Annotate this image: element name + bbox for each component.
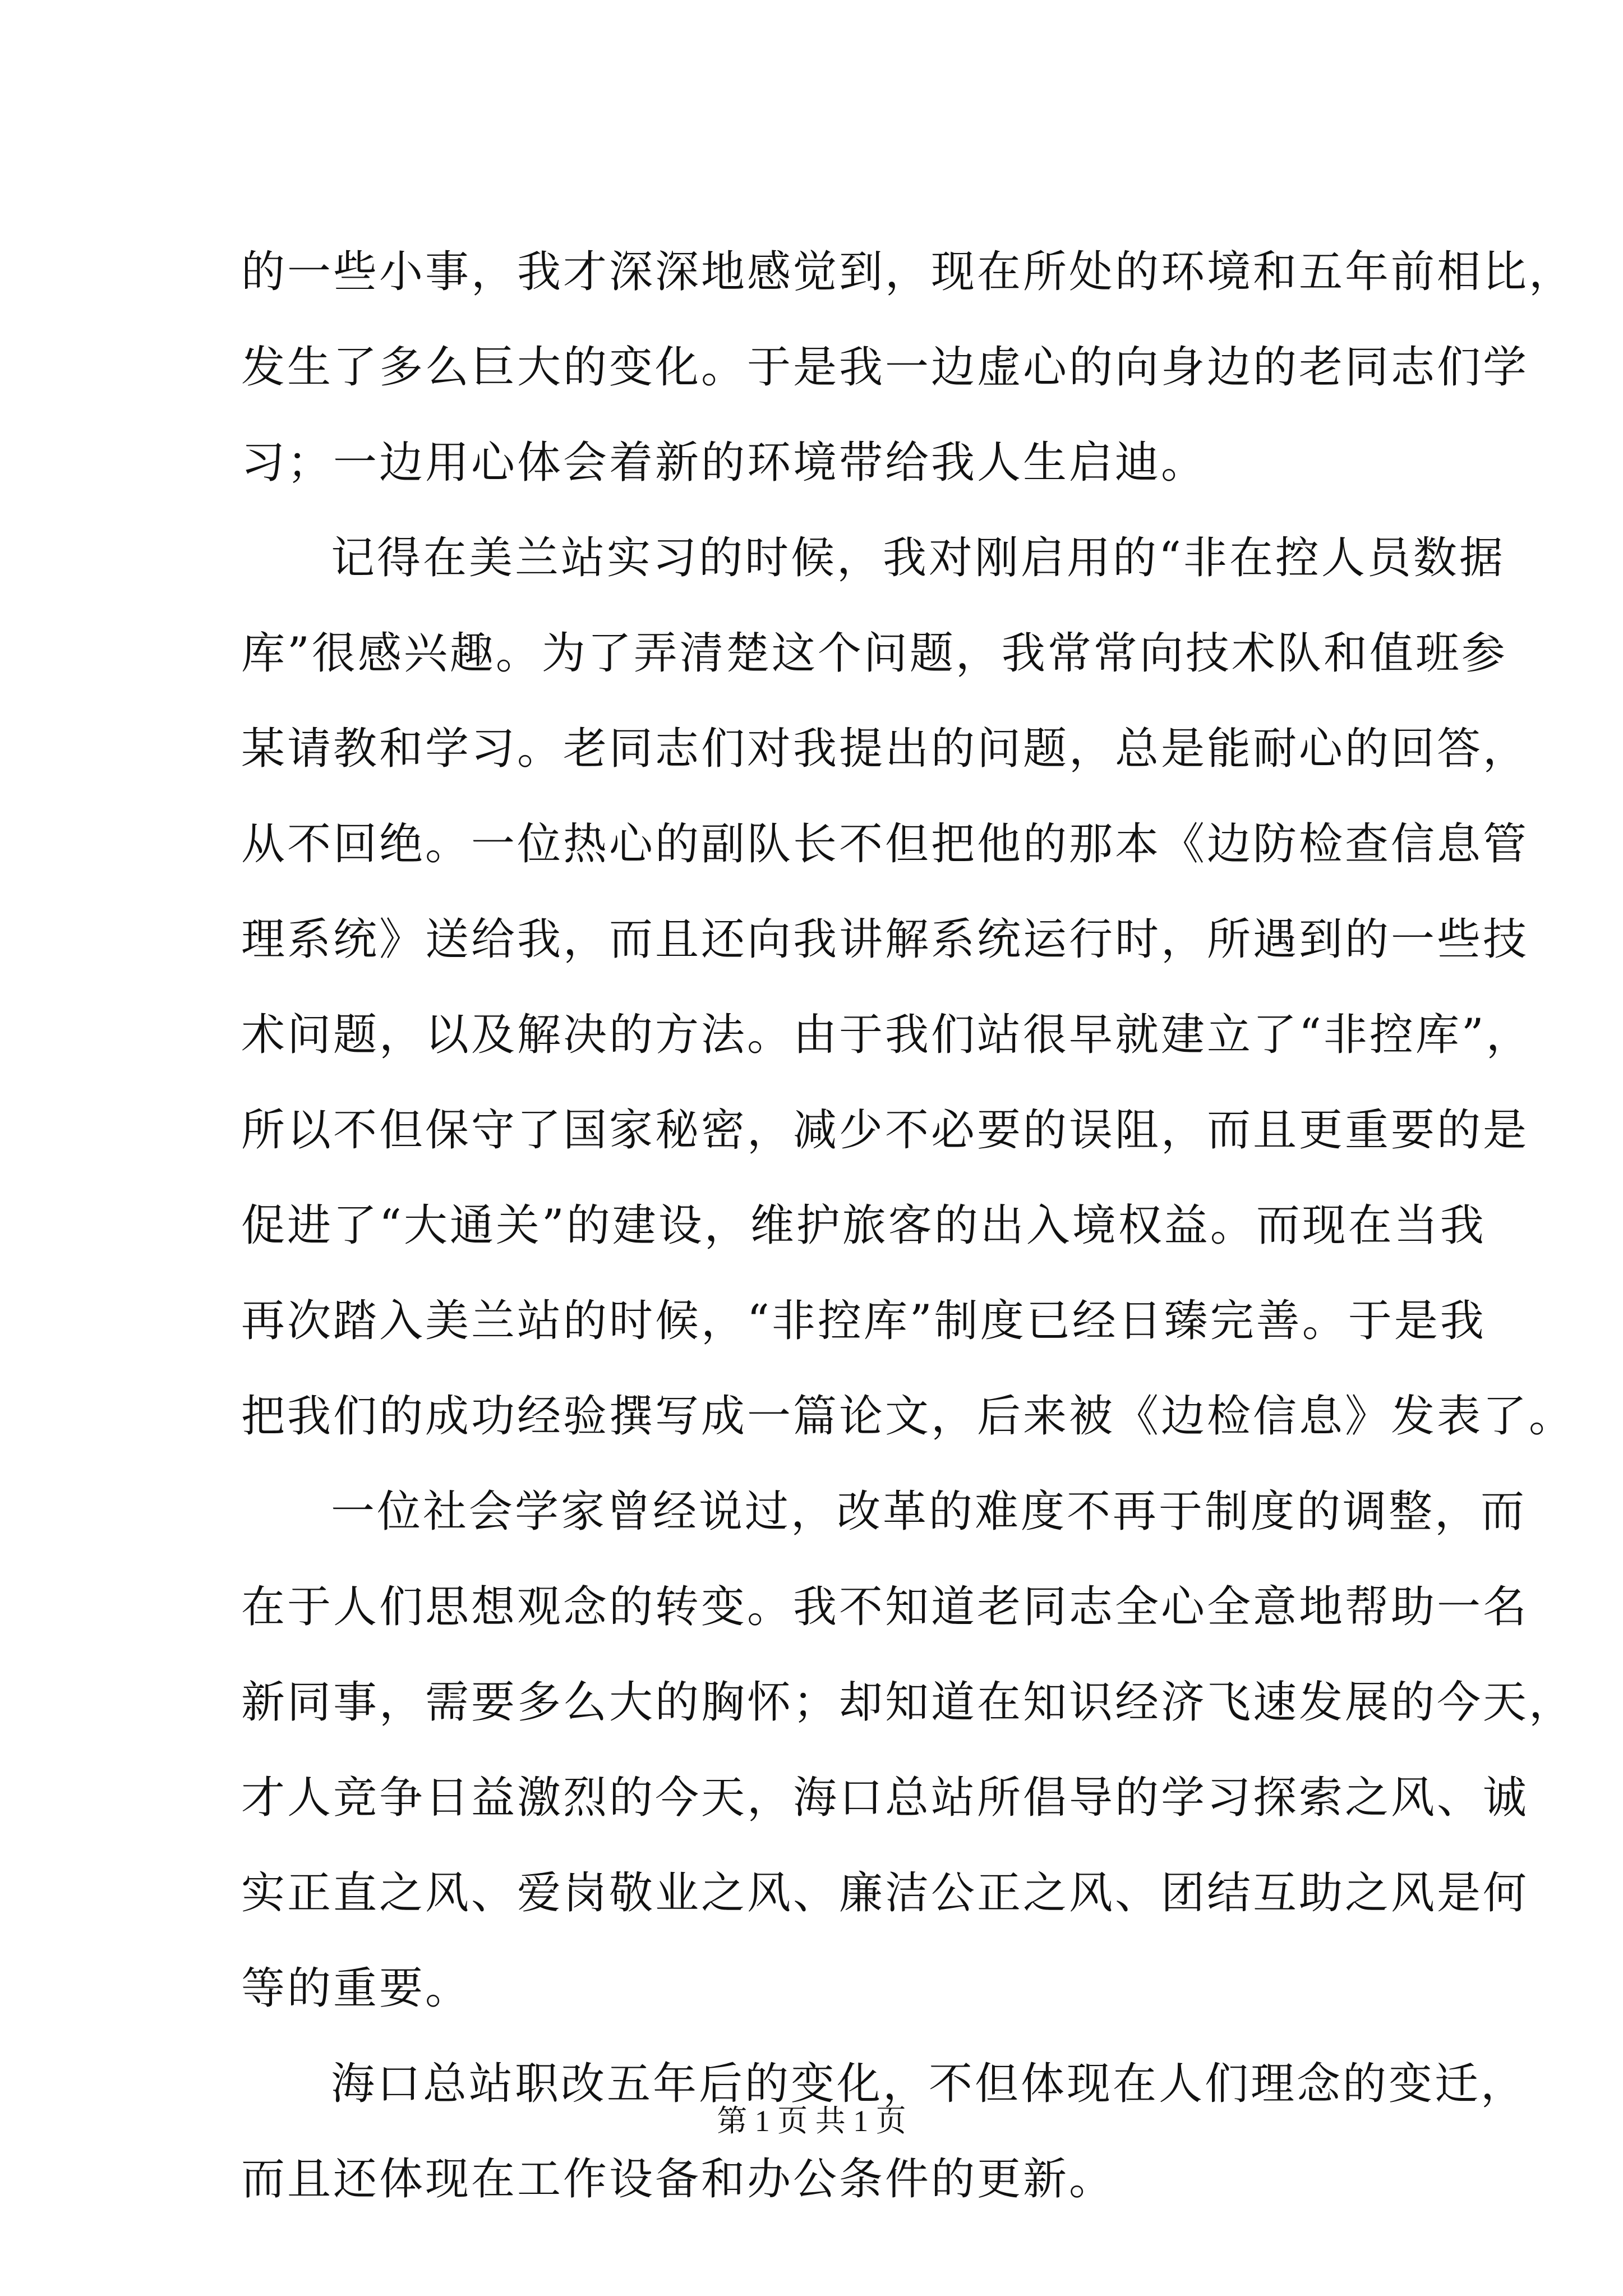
text-line: 把我们的成功经验撰写成一篇论文，后来被《边检信息》发表了。 (241, 1391, 1575, 1442)
text-line: 才人竞争日益激烈的今天，海口总站所倡导的学习探索之风、诚 (241, 1773, 1529, 1823)
paragraph-first-line: 记得在美兰站实习的时候，我对刚启用的“非在控人员数据 (331, 533, 1505, 583)
text-line: 促进了“大通关”的建设，维护旅客的出入境权益。而现在当我 (241, 1200, 1486, 1251)
text-line: 发生了多么巨大的变化。于是我一边虚心的向身边的老同志们学 (241, 342, 1529, 393)
text-line: 而且还体现在工作设备和办公条件的更新。 (241, 2154, 1115, 2205)
text-line: 等的重要。 (241, 1963, 472, 2014)
text-line: 在于人们思想观念的转变。我不知道老同志全心全意地帮助一名 (241, 1582, 1529, 1632)
page-number-footer: 第 1 页 共 1 页 (717, 2104, 906, 2138)
text-line: 习；一边用心体会着新的环境带给我人生启迪。 (241, 438, 1207, 488)
text-line: 术问题，以及解决的方法。由于我们站很早就建立了“非控库”， (241, 1010, 1532, 1060)
text-line: 理系统》送给我，而且还向我讲解系统运行时，所遇到的一些技 (241, 914, 1529, 965)
text-line: 再次踏入美兰站的时候，“非控库”制度已经日臻完善。于是我 (241, 1296, 1486, 1346)
text-line: 所以不但保守了国家秘密，减少不必要的误阻，而且更重要的是 (241, 1105, 1529, 1156)
text-line: 从不回绝。一位热心的副队长不但把他的那本《边防检查信息管 (241, 819, 1529, 869)
text-line: 新同事，需要多么大的胸怀；却知道在知识经济飞速发展的今天， (241, 1677, 1575, 1728)
text-line: 的一些小事，我才深深地感觉到，现在所处的环境和五年前相比， (241, 247, 1575, 297)
document-body (241, 224, 1575, 2227)
paragraph-first-line: 一位社会学家曾经说过，改革的难度不再于制度的调整，而 (331, 1487, 1527, 1537)
text-line: 某请教和学习。老同志们对我提出的问题，总是能耐心的回答， (241, 724, 1529, 774)
text-line: 实正直之风、爱岗敬业之风、廉洁公正之风、团结互助之风是何 (241, 1868, 1529, 1918)
text-line: 库”很感兴趣。为了弄清楚这个问题，我常常向技术队和值班参 (241, 628, 1507, 679)
paragraph-first-line: 海口总站职改五年后的变化，不但体现在人们理念的变迁， (331, 2059, 1527, 2109)
